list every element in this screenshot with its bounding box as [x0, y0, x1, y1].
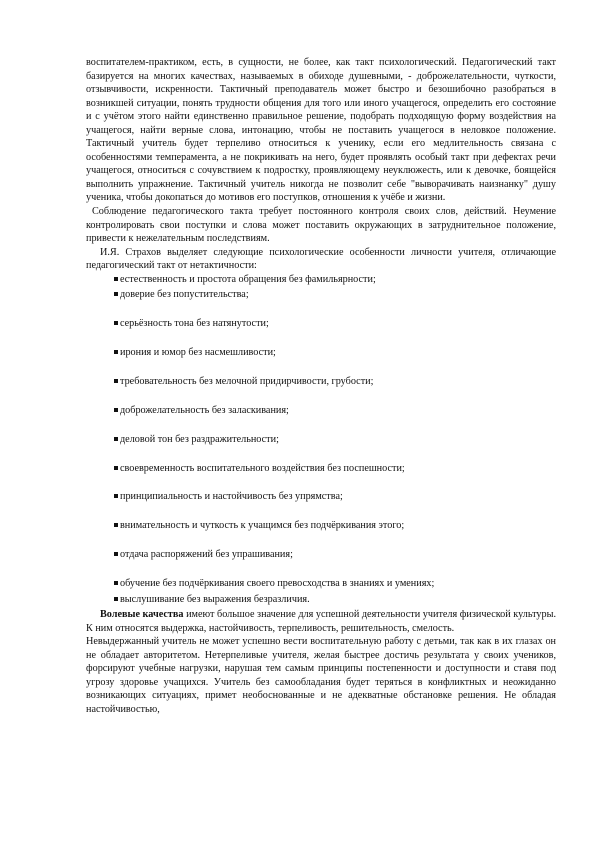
qualities-list — [114, 273, 556, 608]
bullet-icon — [114, 581, 118, 585]
list-item: доверие без попустительства; — [114, 288, 556, 317]
bullet-icon — [114, 408, 118, 412]
list-item: деловой тон без раздражительности; — [114, 433, 556, 462]
document-page — [86, 56, 556, 717]
bullet-icon — [114, 277, 118, 281]
bullet-icon — [114, 552, 118, 556]
list-item: принципиальность и настойчивость без упрямства; — [114, 490, 556, 519]
paragraph-volitional-qualities: Волевые качества имеют большое значение для успешной деятельности учителя физической культуры. К ним относятся выдержка, настойчивость, терпеливость, решительность, смелость. — [86, 609, 556, 634]
paragraph-strakhov-intro: И.Я. Страхов выделяет следующие психологические особенности личности учителя, отличающие педагогический такт от нетактичности: — [86, 246, 556, 272]
bullet-icon — [114, 494, 118, 498]
list-item: естественность и простота обращения без фамильярности; — [114, 273, 556, 289]
list-item: доброжелательность без заласкивания; — [114, 404, 556, 433]
bullet-icon — [114, 379, 118, 383]
paragraph-tact-control: Соблюдение педагогического такта требует постоянного контроля своих слов, действий. Неумение контролировать свои поступки и слова может поставить окружающих в затруднительное положение, привести к нежелательным последствиям. — [86, 206, 556, 245]
list-item: внимательность и чуткость к учащимся без подчёркивания этого; — [114, 519, 556, 548]
bullet-icon — [114, 321, 118, 325]
list-item: своевременность воспитательного воздействия без поспешности; — [114, 462, 556, 491]
paragraph-tact-description: воспитателем-практиком, есть, в сущности, не более, как такт психологический. Педагогический такт базируется на многих качествах, называемых в обиходе душевными, - доброжелательности, чуткости, отзывчивости, искренности. Тактичный преподаватель может быстро и безошибочно разобраться в возникшей ситуации, понять трудности общения для того или иного учащегося, определить его состояние и с учётом этого найти единственно правильное решение, подобрать подходящую форму воздействия на учащегося, найти верные слова, интонацию, чтобы не поставить учащегося в неловкое положение. Тактичный учитель будет терпеливо относиться к ученику, если его медлительность связана с особенностями темперамента, а не покрикивать на него, будет проявлять особый такт при дефектах речи учащегося, относиться с сочувствием к подростку, проявляющему неуклюжесть, или к девочке, боящейся выполнить упражнение. Тактичный учитель никогда не позволит себе "выворачивать наизнанку" душу ученика, чтобы докопаться до мотивов его поступков, отношения к учёбе и жизни. — [86, 57, 556, 204]
paragraph-unrestrained-teacher: Невыдержанный учитель не может успешно вести воспитательную работу с детьми, так как в их глазах он не обладает авторитетом. Нетерпеливые учителя, желая быстрее достичь результата у своих учеников, форсируют учебные нагрузки, нарушая тем самым принципы постепенности и доступности и ставя под угрозу здоровье учащихся. Учитель без самообладания будет теряться в конфликтных и неожиданно возникающих ситуациях, примет необоснованные и не адекватные обстановке решения. Не обладая настойчивостью, — [86, 636, 556, 715]
list-item: обучение без подчёркивания своего превосходства в знаниях и умениях; — [114, 577, 556, 593]
bullet-icon — [114, 466, 118, 470]
volitional-qualities-heading: Волевые качества — [100, 609, 184, 621]
bullet-icon — [114, 437, 118, 441]
bullet-icon — [114, 292, 118, 296]
list-item: ирония и юмор без насмешливости; — [114, 346, 556, 375]
bullet-icon — [114, 350, 118, 354]
bullet-icon — [114, 597, 118, 601]
list-item: требовательность без мелочной придирчивости, грубости; — [114, 375, 556, 404]
list-item: выслушивание без выражения безразличия. — [114, 593, 556, 609]
bullet-icon — [114, 523, 118, 527]
list-item: отдача распоряжений без упрашивания; — [114, 548, 556, 577]
list-item: серьёзность тона без натянутости; — [114, 317, 556, 346]
